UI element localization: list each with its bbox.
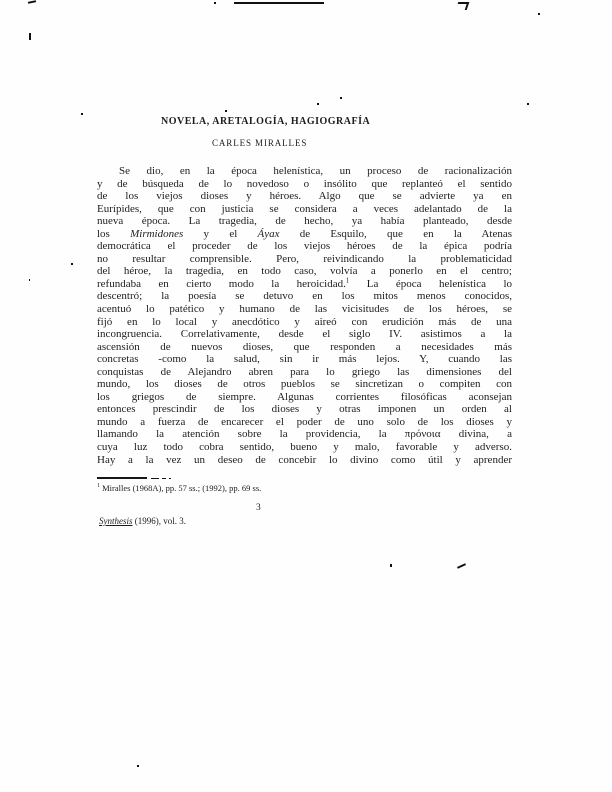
footnote-text: Miralles (1968A), pp. 57 ss.; (1992), pp. 69 ss. <box>100 483 262 493</box>
text-line: conquistas de Alejandro abren para lo griego las dimensiones del <box>97 365 512 378</box>
scan-artifact <box>29 33 31 40</box>
scan-artifact <box>527 103 529 105</box>
text-line: Hay a la vez un deseo de concebir lo divino como útil y aprender <box>97 453 512 466</box>
text-line: acentuó lo patético y humano de las vicisitudes de los héroes, se <box>97 303 512 316</box>
scan-artifact <box>81 113 83 115</box>
text-line: descentró; la poesía se detuvo en los mitos menos conocidos, <box>97 290 512 303</box>
text-line: no resultar comprensible. Pero, reivindicando la problematicidad <box>97 252 512 265</box>
journal-title: Synthesis <box>99 516 133 526</box>
scan-artifact <box>71 263 73 265</box>
page-number: 3 <box>256 503 261 513</box>
text-line: Se dio, en la época helenística, un proceso de racionalización <box>119 165 512 177</box>
article-title: NOVELA, ARETALOGÍA, HAGIOGRAFÍA <box>161 116 371 127</box>
scan-artifact <box>214 2 216 4</box>
scan-artifact <box>456 2 470 10</box>
article-body <box>97 165 512 466</box>
text-line: incongruencia. Correlativamente, desde el siglo IV. asistimos a la <box>97 328 512 341</box>
scan-artifact <box>137 765 139 767</box>
scan-artifact <box>390 564 392 567</box>
text-line: y de búsqueda de lo novedoso o insólito que replanteó el sentido <box>97 177 512 190</box>
text-line: nueva época. La tragedia, de hecho, ya había planteado, desde <box>97 215 512 228</box>
scan-artifact <box>29 279 30 281</box>
text-line: refundaba en cierto modo la heroicidad.$^1$ La época helenística lo <box>97 276 513 290</box>
footnote <box>97 483 261 494</box>
text-line: concretas -como la salud, sin ir más lejos. Y, cuando las <box>97 353 512 366</box>
text-line: de los viejos dioses y héroes. Algo que se advierte ya en <box>97 190 512 203</box>
text-line: mundo, los dioses de otros pueblos se sincretizan o compiten con <box>97 378 512 391</box>
text-line: los Mirmidones y el Áyax de Esquilo, que en la Atenas <box>97 227 512 240</box>
text-line: los griegos de siempre. Algunas corrientes filosóficas aconsejan <box>97 390 512 403</box>
text-line: ascensión de nuevos dioses, que responden a necesidades más <box>97 340 512 353</box>
article-author: CARLES MIRALLES <box>212 138 308 148</box>
scan-artifact <box>28 0 36 4</box>
scan-artifact <box>225 110 227 112</box>
text-line: llamando la atención sobre la providencia, la πρόνοια divina, a <box>97 428 512 441</box>
text-line: fijó en lo local y anecdótico y aireó con erudición más de una <box>97 315 512 328</box>
footnote-marker: 1 <box>97 483 100 490</box>
text-line: del héroe, la tragedia, en todo caso, volvía a ponerlo en el centro; <box>97 265 512 278</box>
text-line: cuya luz todo cobra sentido, bueno y malo, favorable y adverso. <box>97 441 512 454</box>
journal-line <box>99 516 186 526</box>
scan-artifact <box>340 97 342 99</box>
journal-rest: (1996), vol. 3. <box>132 516 186 526</box>
text-line: entonces prescindir de los dioses y otras imponen un orden al <box>97 403 512 416</box>
text-line: democrática el proceder de los viejos héroes de la épica podría <box>97 240 512 253</box>
scan-artifact <box>457 563 466 569</box>
text-line: Eurípides, que con justicia se considera a veces adelantado de la <box>97 202 512 215</box>
text-line: mundo a fuerza de encarecer el poder de uno solo de los dioses y <box>97 415 512 428</box>
scan-artifact <box>538 13 540 15</box>
scan-artifact <box>317 103 319 105</box>
footnote-rule <box>97 477 177 480</box>
scan-artifact <box>234 2 324 4</box>
